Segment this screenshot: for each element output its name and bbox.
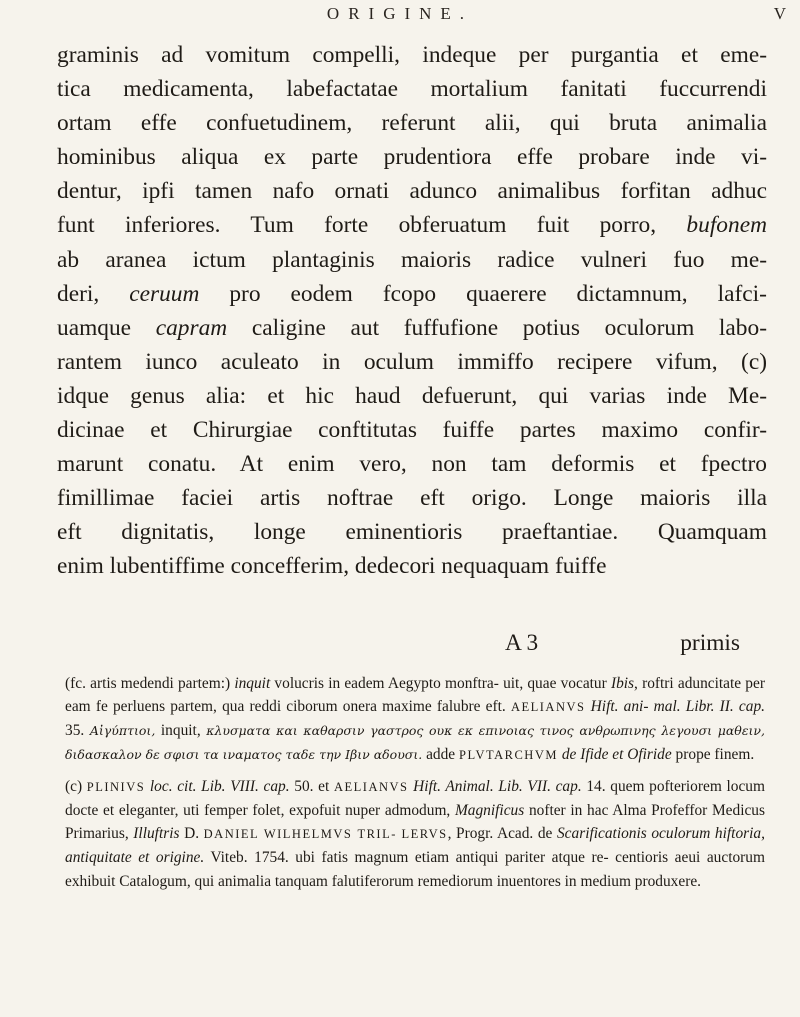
- signature-line: [0, 630, 800, 662]
- text-line: graminis ad vomitum compelli, indeque per purgantia et eme-: [57, 42, 767, 68]
- text-line: marunt conatu. At enim vero, non tam deformis et fpectro: [57, 451, 767, 478]
- text-line: fimillimae faciei artis noftrae eft origo. Longe maioris illa: [57, 485, 767, 512]
- emphasis: ceruum: [129, 280, 200, 307]
- emphasis: capram: [155, 314, 228, 341]
- text-line: dentur, ipfi tamen nafo ornati adunco animalibus forfitan adhuc: [57, 178, 767, 205]
- text-line: rantem iunco aculeato in oculum immiffo recipere vifum, (c): [57, 348, 767, 375]
- catchword: primis: [680, 630, 740, 656]
- footnotes: [65, 672, 765, 901]
- text-line: idque genus alia: et hic haud defuerunt, qui varias inde Me-: [57, 382, 767, 409]
- text-line: hominibus aliqua ex parte prudentiora effe probare inde vi-: [57, 144, 767, 171]
- text-line: enim lubentiffime concefferim, dedecori nequaquam fuiffe: [57, 553, 607, 580]
- footnote-c: (c) PLINIVS loc. cit. Lib. VIII. cap. 50. et AELIANVS Hift. Animal. Lib. VII. cap. 14. quem pofteriorem locum docte et eleganter, uti femper folet, expofuit nuper admodum, Magnificus nofter in hac Alma Profeffor Medicus Primarius, Illuftris D. DANIEL WILHELMVS TRIL- LERVS, Progr. Acad. de Scarificationis oculorum hiftoria, antiquitate et origine. Viteb. 1754. ubi fatis magnum etiam antiqui pariter atque re- centioris aeui auctorum exhibuit Catalogum, qui animalia tanquam falutiferorum remediorum inuentores in medium produxere.: [65, 777, 765, 890]
- text-line: uamque capram caligine aut fuffufione potius oculorum labo-: [57, 314, 767, 341]
- running-header: [0, 4, 800, 32]
- text-line: deri, ceruum pro eodem fcopo quaerere dictamnum, lafci-: [57, 280, 767, 307]
- main-text: [57, 38, 767, 584]
- footnote-b: (fc. artis medendi partem:) inquit volucris in eadem Aegypto monftra- uit, quae vocatur Ibis, roftri aduncitate per eam fe perluens partem, qua reddi ciborum onera maxime falubre eft. AELIANVS Hift. ani- mal. Libr. II. cap. 35. Αἰγύπτιοι, inquit, κλυσματα και καθαρσιν γαστρος ουκ εκ επινοιας τινος ανθρωπινης λεγουσι μαθειν, διδασκαλον δε σφισι τα ιναματος ταδε την Ιβιν αδουσι. adde PLVTARCHVM de Ifide et Ofiride prope finem.: [65, 675, 766, 763]
- text-line: eft dignitatis, longe eminentioris praeftantiae. Quamquam: [57, 519, 767, 546]
- text-line: dicinae et Chirurgiae conftitutas fuiffe partes maximo confir-: [57, 417, 767, 444]
- signature-mark: A 3: [505, 630, 539, 656]
- text-line: ab aranea ictum plantaginis maioris radice vulneri fuo me-: [57, 246, 767, 273]
- text-line: funt inferiores. Tum forte obferuatum fuit porro, bufonem: [57, 212, 767, 239]
- text-line: tica medicamenta, labefactatae mortalium fanitati fuccurrendi: [57, 76, 767, 103]
- page-number: V: [773, 4, 786, 23]
- running-title: ORIGINE.: [326, 4, 474, 23]
- text-line: ortam effe confuetudinem, referunt alii, qui bruta animalia: [57, 110, 767, 137]
- emphasis: bufonem: [686, 212, 767, 239]
